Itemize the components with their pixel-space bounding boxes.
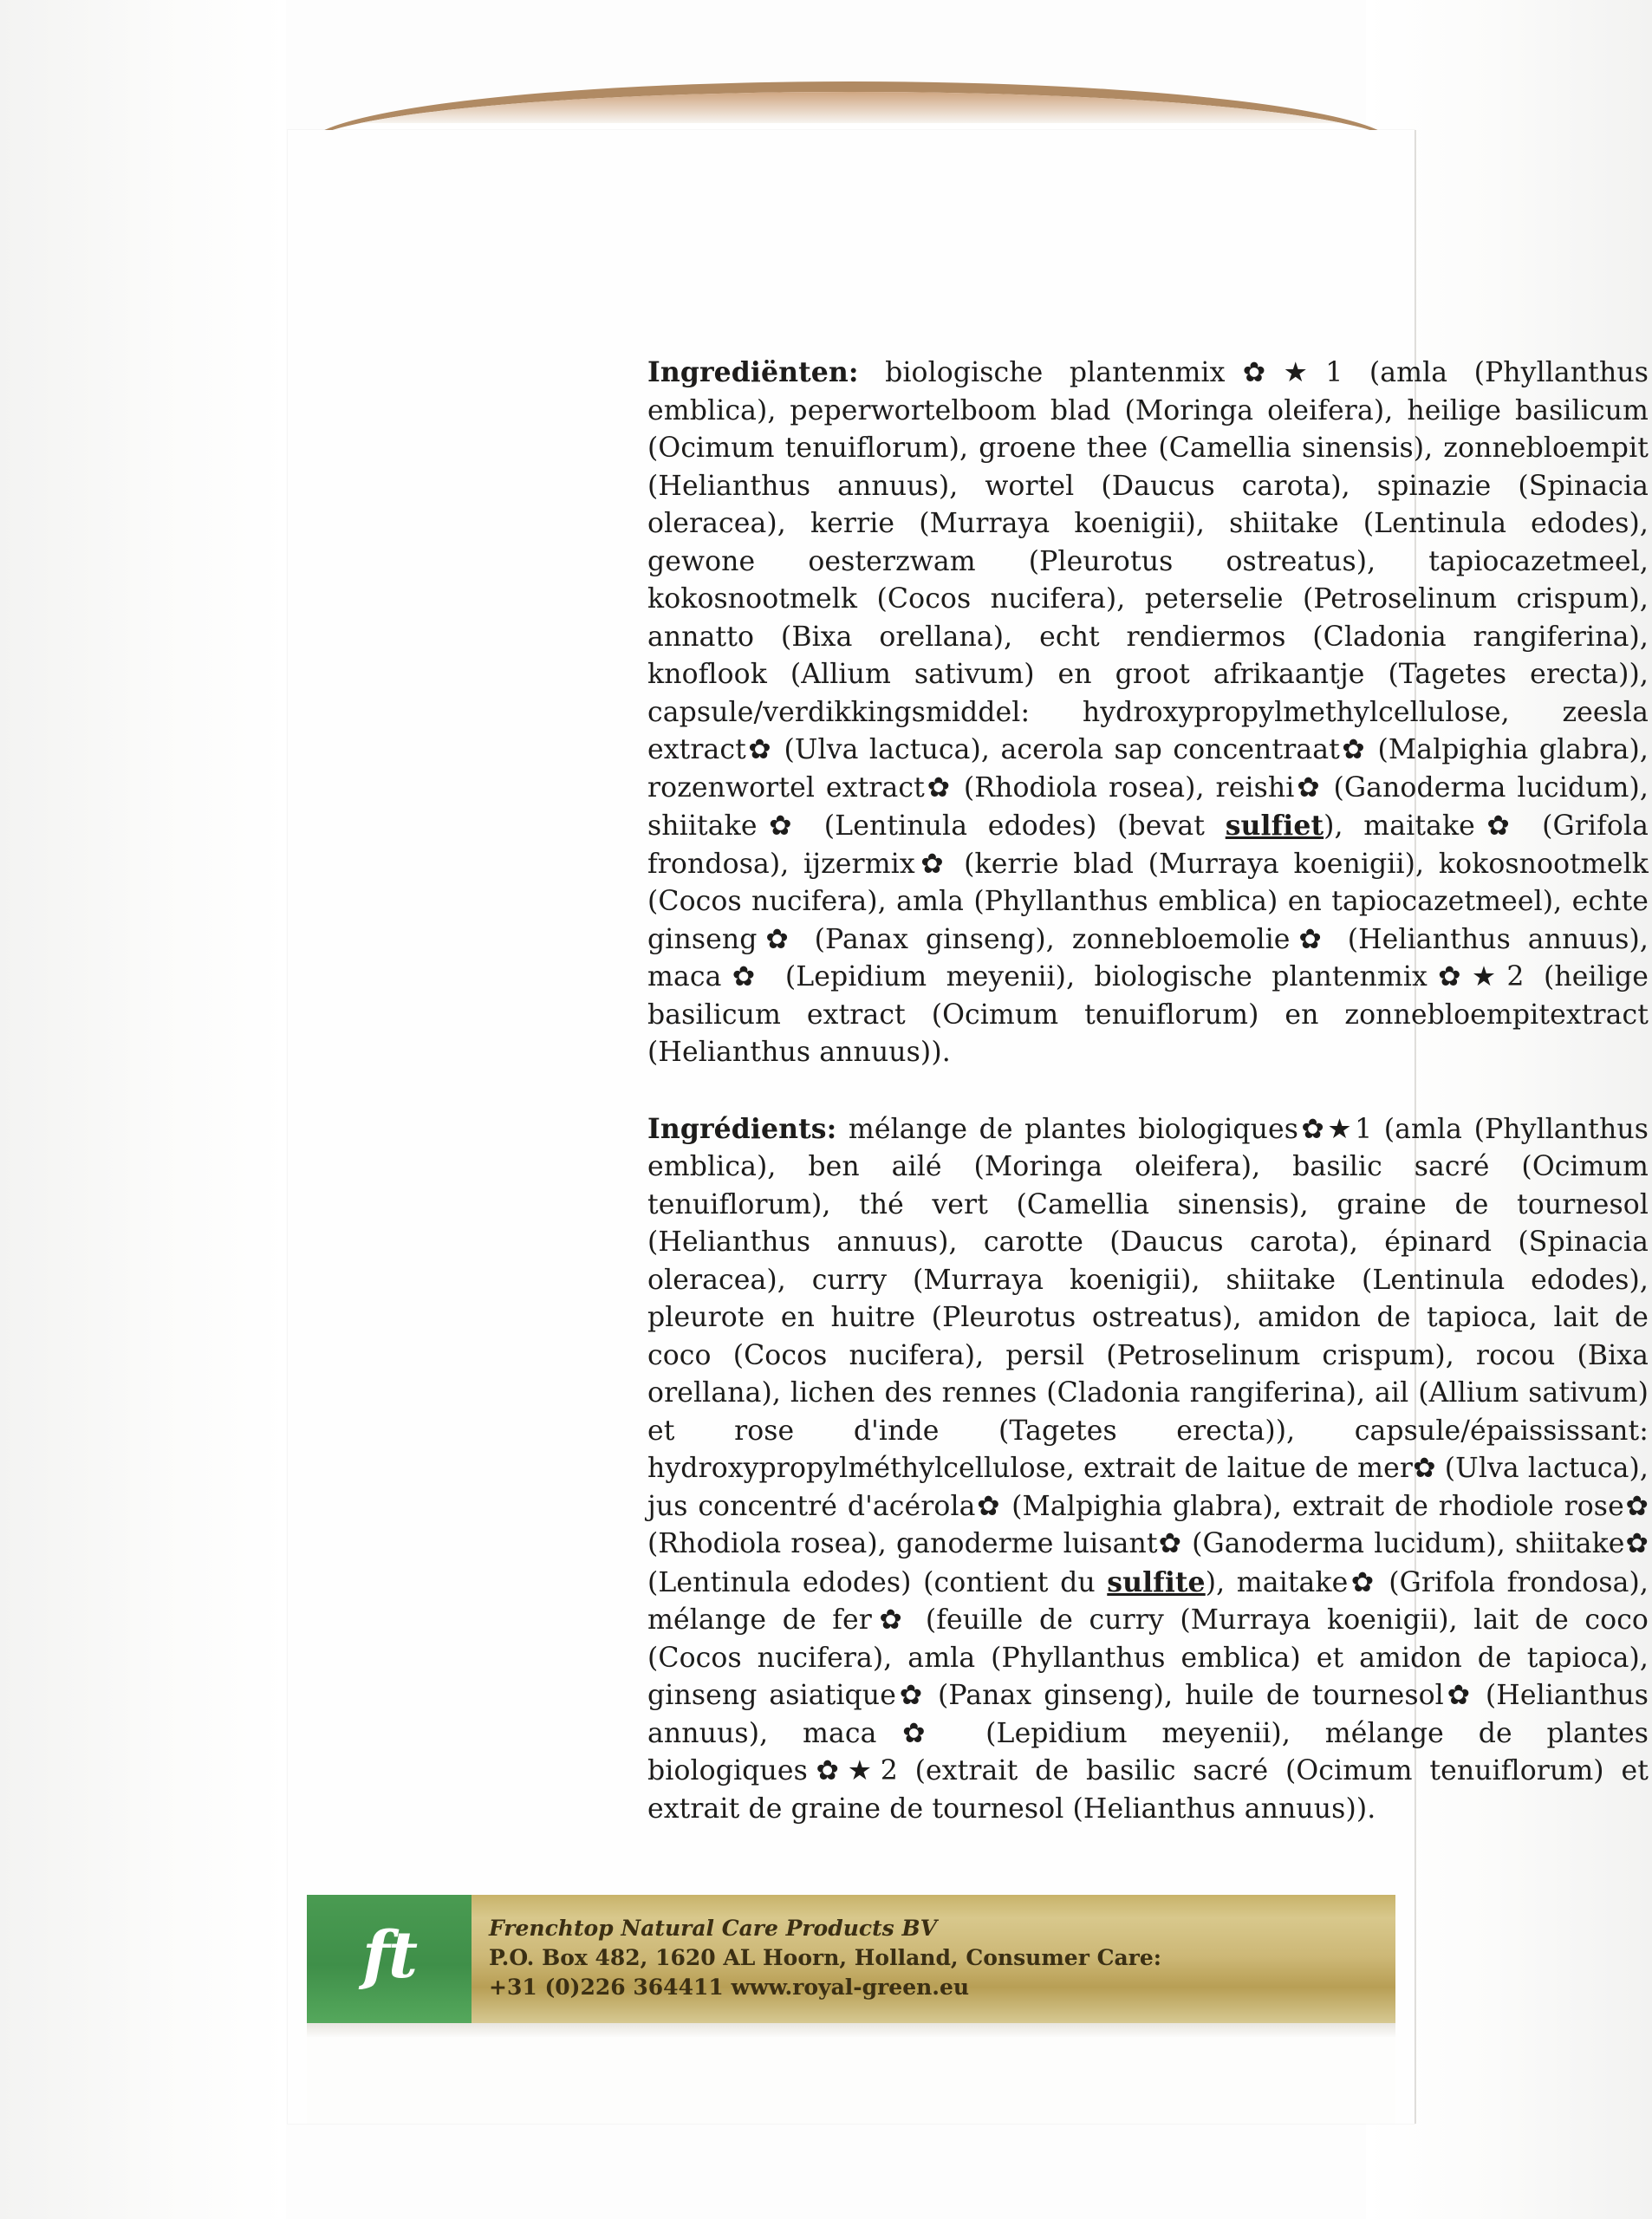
manufacturer-address-line: P.O. Box 482, 1620 AL Hoorn, Holland, Consumer Care: (489, 1945, 1161, 1970)
manufacturer-footer-band (307, 1895, 1395, 2023)
ingredients-content (647, 354, 1649, 1828)
brand-logo (307, 1895, 472, 2023)
brand-logo-text: ft (361, 1918, 416, 1993)
ingredients-body-french: mélange de plantes biologiques✿★1 (amla (Phyllanthus emblica), ben ailé (Moringa oleifera), basilic sacré (Ocimum tenuiflorum), thé vert (Camellia sinensis), graine de tournesol (Helianthus annuus), carotte (Daucus carota), épinard (Spinacia oleracea), curry (Murraya koenigii), shiitake (Lentinula edodes), pleurote en huitre (Pleurotus ostreatus), amidon de tapioca, lait de coco (Cocos nucifera), persil (Petroselinum crispum), rocou (Bixa orellana), lichen des rennes (Cladonia rangiferina), ail (Allium sativum) et rose d'inde (Tagetes erecta)), capsule/épaississant: hydroxypropylméthylcellulose, extrait de laitue de mer✿ (Ulva lactuca), jus concentré d'acérola✿ (Malpighia glabra), extrait de rhodiole rose✿ (Rhodiola rosea), ganoderme luisant✿ (Ganoderma lucidum), shiitake✿ (Lentinula edodes) (contient du (647, 1113, 1649, 1598)
allergen-term-french: sulfite (1107, 1565, 1206, 1598)
manufacturer-contact-line: +31 (0)226 364411 www.royal-green.eu (489, 1975, 970, 2000)
ingredients-body-dutch-tail: ), maitake✿ (Grifola frondosa), ijzermix✿ (kerrie blad (Murraya koenigii), kokosnootmelk (Cocos nucifera), amla (Phyllanthus emblica) en tapiocazetmeel), echte ginseng✿ (Panax ginseng), zonnebloemolie✿ (Helianthus annuus), maca✿ (Lepidium meyenii), biologische plantenmix✿★2 (heilige basilicum extract (Ocimum tenuiflorum) en zonnebloempitextract (Helianthus annuus)). (647, 810, 1649, 1068)
package-bottom-edge (307, 2023, 1395, 2037)
ingredients-heading-french: Ingrédients: (647, 1112, 837, 1145)
manufacturer-name: Frenchtop Natural Care Products BV (489, 1916, 937, 1941)
manufacturer-address (489, 1914, 1382, 2002)
package-side-panel (288, 130, 1649, 2124)
ingredients-heading-dutch: Ingrediënten: (647, 356, 859, 388)
ingredients-body-french-tail: ), maitake✿ (Grifola frondosa), mélange de fer✿ (feuille de curry (Murraya koenigii), lait de coco (Cocos nucifera), amla (Phyllanthus emblica) et amidon de tapioca), ginseng asiatique✿ (Panax ginseng), huile de tournesol✿ (Helianthus annuus), maca✿ (Lepidium meyenii), mélange de plantes biologiques✿★2 (extrait de basilic sacré (Ocimum tenuiflorum) et extrait de graine de tournesol (Helianthus annuus)). (647, 1566, 1649, 1825)
ingredients-paragraph-french (647, 1110, 1649, 1829)
background-shadow-left (0, 0, 286, 2219)
ingredients-body-dutch: biologische plantenmix✿★1 (amla (Phyllanthus emblica), peperwortelboom blad (Moringa oleifera), heilige basilicum (Ocimum tenuiflorum), groene thee (Camellia sinensis), zonnebloempit (Helianthus annuus), wortel (Daucus carota), spinazie (Spinacia oleracea), kerrie (Murraya koenigii), shiitake (Lentinula edodes), gewone oesterzwam (Pleurotus ostreatus), tapiocazetmeel, kokosnootmelk (Cocos nucifera), peterselie (Petroselinum crispum), annatto (Bixa orellana), echt rendiermos (Cladonia rangiferina), knoflook (Allium sativum) en groot afrikaantje (Tagetes erecta)), capsule/verdikkingsmiddel: hydroxypropylmethylcellulose, zeesla extract✿ (Ulva lactuca), acerola sap concentraat✿ (Malpighia glabra), rozenwortel extract✿ (Rhodiola rosea), reishi✿ (Ganoderma lucidum), shiitake✿ (Lentinula edodes) (bevat (647, 357, 1649, 842)
package-bottom-panel (307, 2037, 1395, 2124)
allergen-term-dutch: sulfiet (1225, 810, 1324, 842)
ingredients-paragraph-dutch (647, 354, 1649, 1072)
